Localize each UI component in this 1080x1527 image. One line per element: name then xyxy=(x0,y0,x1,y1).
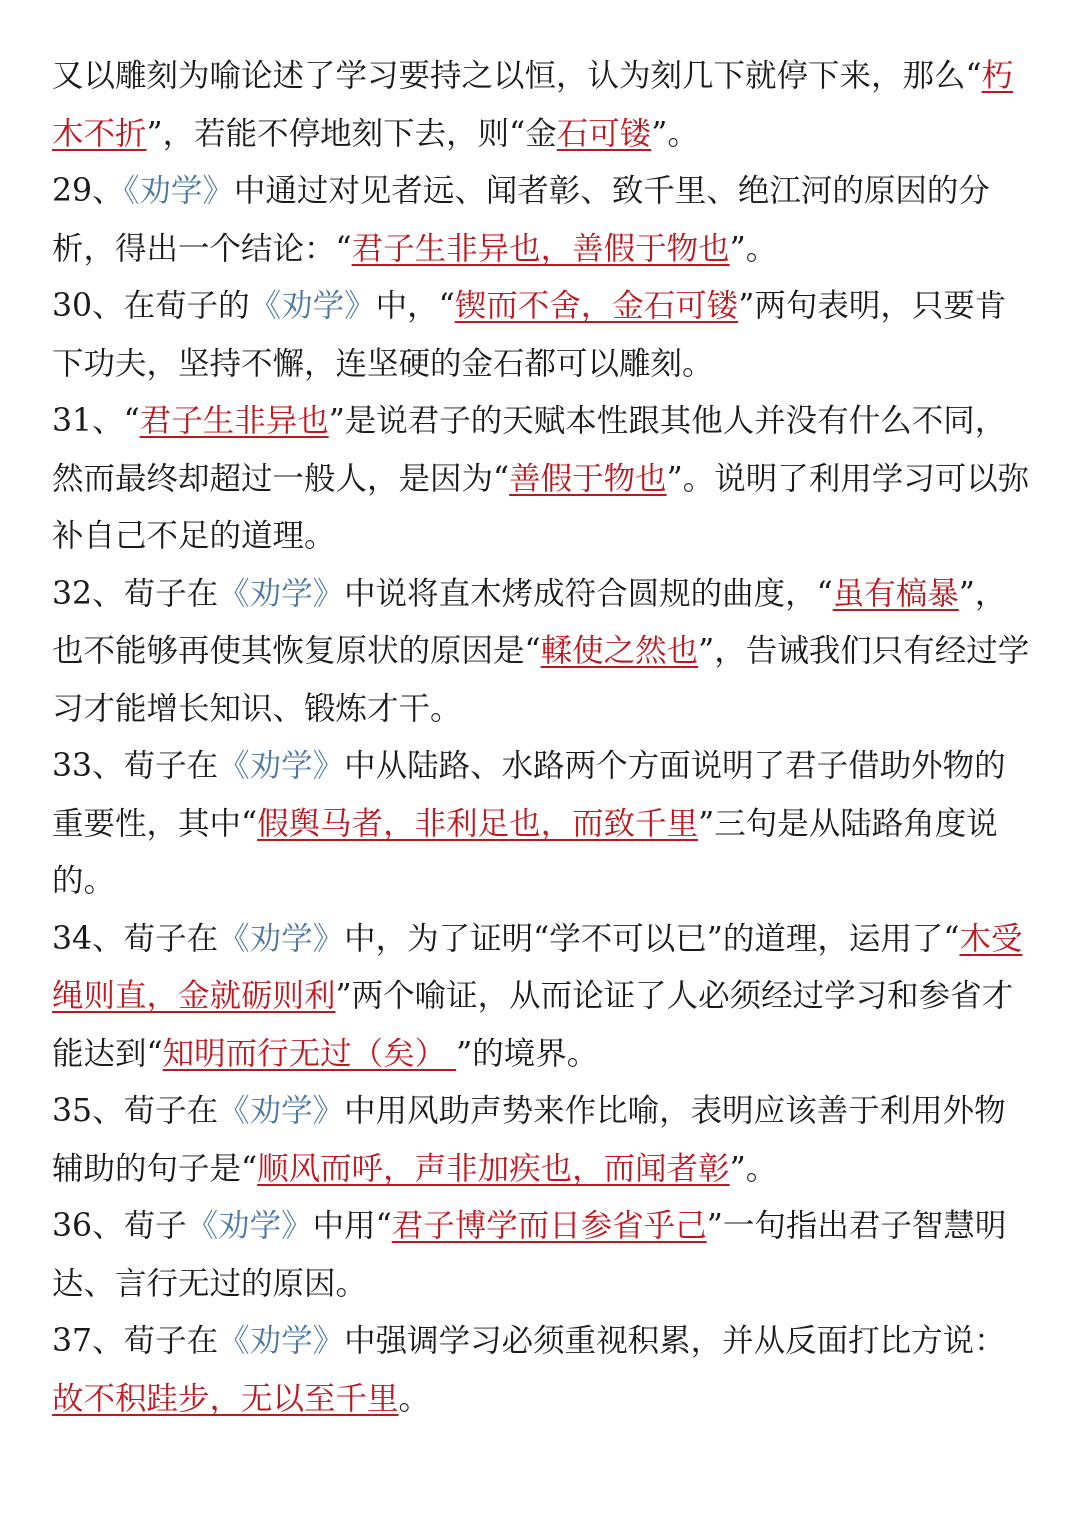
answer-fill-text: 顺风而呼，声非加疾也，而闻者彰 xyxy=(257,1150,730,1187)
book-title: 《劝学》 xyxy=(218,1093,345,1129)
question-text: 中说将直木烤成符合圆规的曲度，“ xyxy=(344,575,833,612)
question-text: 29、 xyxy=(52,173,124,209)
question-p-36 xyxy=(52,1198,1032,1313)
answer-fill-text: 君子生非异也 xyxy=(139,403,329,439)
answer-fill-text: 輮使之然也 xyxy=(540,633,699,669)
answer-fill-text: 石可镂 xyxy=(556,115,652,152)
question-text: 35、荀子在 xyxy=(52,1093,219,1129)
question-text: ”两个喻证，从而论证了人必须经过学习和参省才能达到“ xyxy=(52,978,1014,1072)
question-text: ”一句指出君子智慧明达、言行无过的原因。 xyxy=(52,1208,1007,1302)
question-p-30 xyxy=(52,278,1032,393)
answer-fill-text: 善假于物也 xyxy=(509,460,667,497)
book-title: 《劝学》 xyxy=(249,288,376,324)
question-text: 37、荀子在 xyxy=(52,1323,219,1359)
answer-fill-text: 木受绳则直，金就砺则利 xyxy=(52,920,1023,1014)
question-text: ”。 xyxy=(729,1150,778,1187)
question-text: 中用风助声势来作比喻，表明应该善于利用外物辅助的句子是“ xyxy=(52,1093,1006,1187)
book-title: 《劝学》 xyxy=(186,1208,313,1244)
question-text: ”，告诫我们只有经过学习才能增长知识、锻炼才干。 xyxy=(52,633,1030,727)
question-p-34 xyxy=(52,911,1032,1084)
question-text: 又以雕刻为喻论述了学习要持之以恒，认为刻几下就停下来，那么“ xyxy=(52,58,982,94)
question-text: 36、荀子 xyxy=(52,1208,187,1244)
question-p-28-cont xyxy=(52,48,1032,163)
book-title: 《劝学》 xyxy=(218,748,345,784)
question-text: 中，为了证明“学不可以已”的道理，运用了“ xyxy=(344,920,960,957)
answer-fill-text: 知明而行无过（矣） xyxy=(162,1035,457,1072)
question-text: 。 xyxy=(398,1380,431,1417)
question-p-37 xyxy=(52,1313,1032,1428)
question-text: 33、荀子在 xyxy=(52,748,219,784)
question-text: ”两句表明，只要肯下功夫，坚持不懈，连坚硬的金石都可以雕刻。 xyxy=(52,288,1007,382)
book-title: 《劝学》 xyxy=(218,1323,345,1359)
question-text: ”是说君子的天赋本性跟其他人并没有什么不同，然而最终却超过一般人，是因为“ xyxy=(52,403,1007,497)
book-title: 《劝学》 xyxy=(218,920,345,957)
answer-fill-text: 锲而不舍，金石可镂 xyxy=(454,288,739,324)
question-text: 32、荀子在 xyxy=(52,575,219,612)
answer-fill-text: 君子博学而日参省乎己 xyxy=(391,1208,707,1244)
question-text: 中从陆路、水路两个方面说明了君子借助外物的重要性，其中“ xyxy=(52,748,1006,842)
answer-fill-text: 假舆马者，非利足也，而致千里 xyxy=(257,805,699,842)
question-p-31 xyxy=(52,393,1032,566)
question-text: ”，也不能够再使其恢复原状的原因是“ xyxy=(52,575,1007,669)
question-text: ”的境界。 xyxy=(456,1035,599,1072)
question-text: ”，若能不停地刻下去，则“金 xyxy=(146,115,557,152)
question-text: 34、荀子在 xyxy=(52,920,219,957)
question-p-32 xyxy=(52,566,1032,739)
answer-fill-text: 君子生非异也，善假于物也 xyxy=(351,230,730,267)
answer-fill-text: 朽木不折 xyxy=(52,58,1014,152)
question-text: 中通过对见者远、闻者彰、致千里、绝江河的原因的分析，得出一个结论：“ xyxy=(52,173,990,267)
question-text: ”三句是从陆路角度说的。 xyxy=(52,805,998,899)
book-title: 《劝学》 xyxy=(218,575,345,612)
answer-fill-text: 故不积跬步，无以至千里 xyxy=(52,1380,399,1417)
question-p-29 xyxy=(52,163,1032,278)
answer-fill-text: 虽有槁暴 xyxy=(832,575,959,612)
book-title: 《劝学》 xyxy=(123,173,234,209)
question-text: 中强调学习必须重视积累，并从反面打比方说： xyxy=(344,1323,1006,1359)
question-text: ”。 xyxy=(651,115,699,152)
document-body xyxy=(52,48,1032,1428)
question-p-35 xyxy=(52,1083,1032,1198)
question-text: 30、在荀子的 xyxy=(52,288,250,324)
question-text: 中，“ xyxy=(375,288,455,324)
question-text: ”。说明了利用学习可以弥补自己不足的道理。 xyxy=(52,460,1030,554)
question-text: ”。 xyxy=(729,230,778,267)
document-page xyxy=(52,48,1032,1428)
question-p-33 xyxy=(52,738,1032,911)
question-text: 中用“ xyxy=(312,1208,392,1244)
question-text: 31、“ xyxy=(52,403,140,439)
